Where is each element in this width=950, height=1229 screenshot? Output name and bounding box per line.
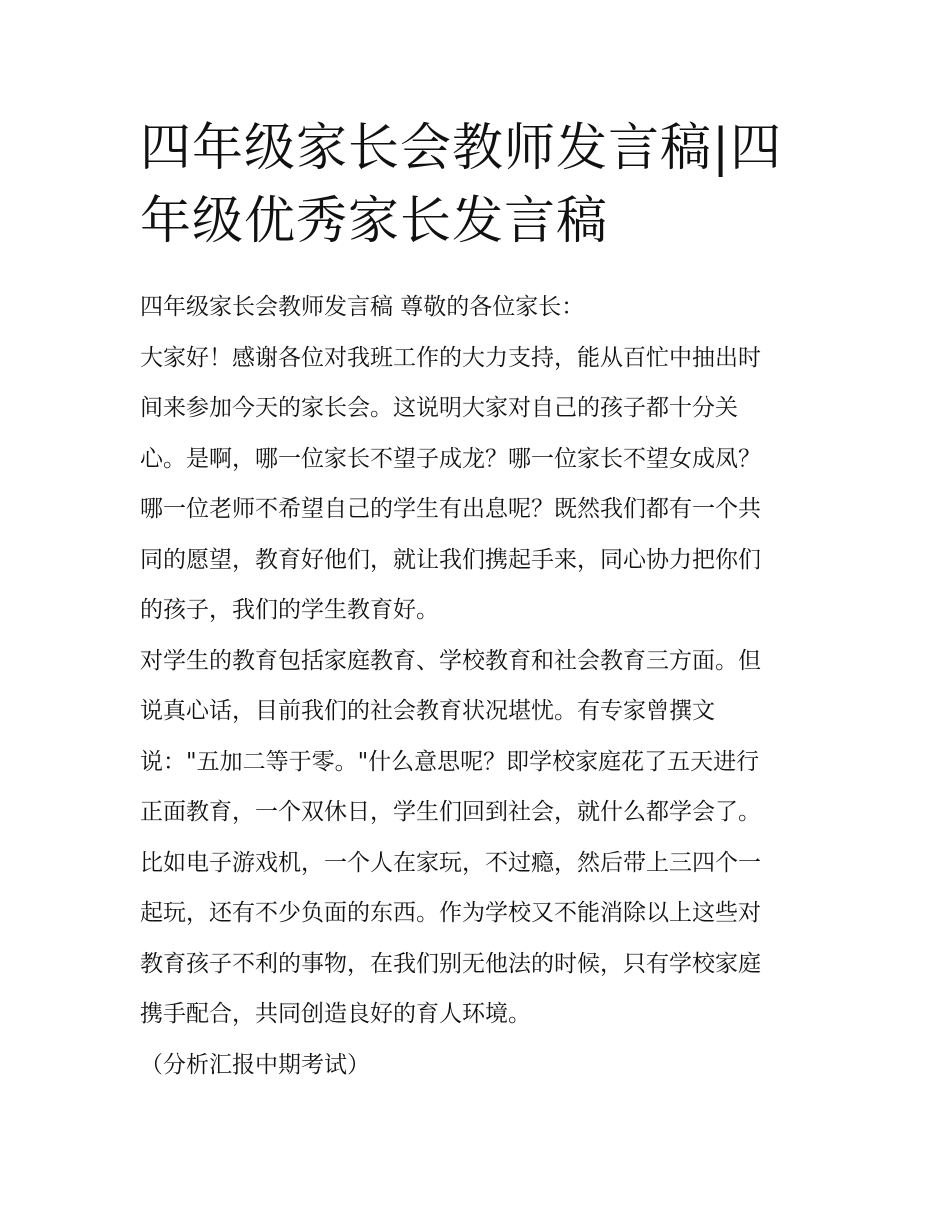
text-line: 起玩，还有不少负面的东西。作为学校又不能消除以上这些对: [140, 900, 761, 926]
document-title: 四年级家长会教师发言稿|四年级优秀家长发言稿: [140, 119, 783, 251]
text-line: 正面教育，一个双休日，学生们回到社会，就什么都学会了。: [140, 799, 761, 825]
text-line: （分析汇报中期考试）: [140, 1051, 370, 1078]
text-line: 教育孩子不利的事物，在我们别无他法的时候，只有学校家庭: [140, 950, 761, 977]
paragraph-welcome: [140, 333, 812, 636]
text-line: 同的愿望，教育好他们，就让我们携起手来，同心协力把你们: [140, 546, 761, 573]
text-line: 哪一位老师不希望自己的学生有出息呢？既然我们都有一个共: [140, 496, 761, 522]
text-line: 四年级家长会教师发言稿 尊敬的各位家长：: [140, 294, 585, 320]
text-line: 说："五加二等于零。"什么意思呢？即学校家庭花了五天进行: [140, 748, 760, 775]
text-line: 说真心话，目前我们的社会教育状况堪忧。有专家曾撰文: [140, 698, 715, 724]
text-line: 比如电子游戏机，一个人在家玩，不过瘾，然后带上三四个一: [140, 849, 761, 876]
document-body: [140, 282, 812, 1090]
text-line: 的孩子，我们的学生教育好。: [140, 597, 439, 623]
text-line: 间来参加今天的家长会。这说明大家对自己的孩子都十分关: [140, 395, 738, 421]
text-line: 心。是啊，哪一位家长不望子成龙？哪一位家长不望女成凤？: [140, 445, 761, 472]
paragraph-education: [140, 636, 812, 1040]
text-line: 对学生的教育包括家庭教育、学校教育和社会教育三方面。但: [140, 647, 761, 674]
text-line: 大家好！感谢各位对我班工作的大力支持，能从百忙中抽出时: [140, 344, 761, 371]
text-line: 携手配合，共同创造良好的育人环境。: [140, 1001, 531, 1027]
paragraph-greeting: [140, 282, 812, 333]
paragraph-note: [140, 1040, 812, 1091]
